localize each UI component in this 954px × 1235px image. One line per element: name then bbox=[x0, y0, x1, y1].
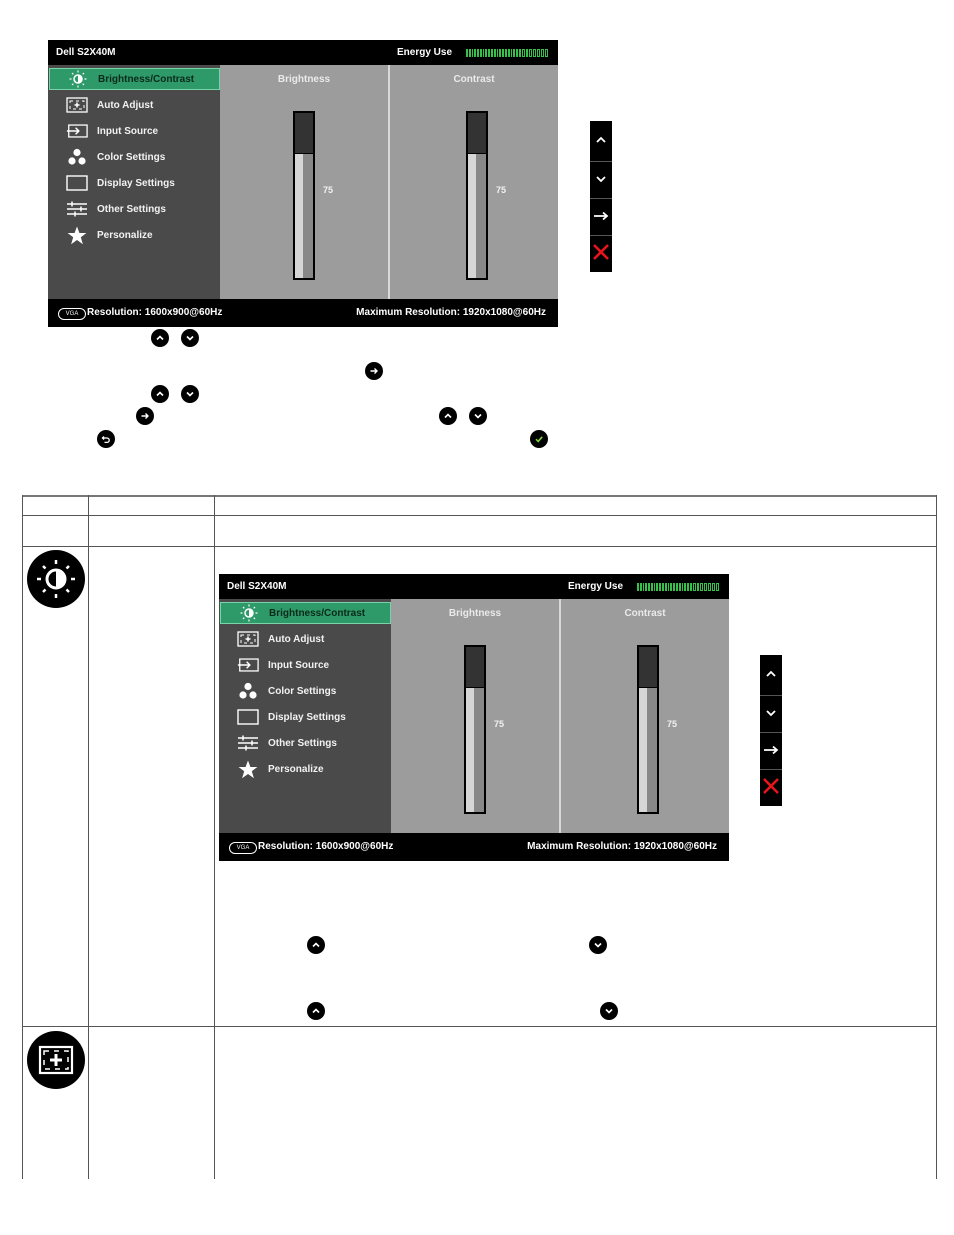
menu-item-label: Input Source bbox=[268, 659, 330, 671]
energy-bar bbox=[679, 583, 681, 591]
input-source-icon bbox=[237, 656, 259, 674]
energy-bar bbox=[537, 49, 540, 57]
table-rule bbox=[22, 515, 937, 516]
energy-bar bbox=[651, 583, 653, 591]
menu-item-input-source[interactable] bbox=[220, 654, 389, 676]
table-column-divider bbox=[214, 495, 215, 1179]
down-button[interactable] bbox=[600, 1002, 618, 1020]
maximum-resolution: Maximum Resolution: 1920x1080@60Hz bbox=[527, 841, 717, 852]
menu-item-label: Other Settings bbox=[268, 737, 337, 749]
energy-bar bbox=[508, 49, 510, 57]
monitor-model: Dell S2X40M bbox=[227, 581, 287, 592]
up-button[interactable] bbox=[307, 1002, 325, 1020]
energy-bar bbox=[637, 583, 639, 591]
menu-item-label: Brightness/Contrast bbox=[98, 73, 195, 85]
osd-title-bar bbox=[48, 40, 558, 65]
osd-status-bar bbox=[219, 833, 729, 861]
energy-bar bbox=[704, 583, 707, 591]
energy-bar bbox=[643, 583, 645, 591]
osd-title-bar bbox=[219, 574, 729, 599]
menu-item-auto-adjust[interactable] bbox=[49, 94, 218, 116]
energy-bar bbox=[693, 583, 696, 591]
energy-bar bbox=[469, 49, 471, 57]
menu-item-display-settings[interactable] bbox=[220, 706, 389, 728]
menu-item-label: Auto Adjust bbox=[268, 633, 325, 645]
brightness-slider[interactable] bbox=[464, 645, 486, 814]
brightness-value: 75 bbox=[323, 185, 334, 195]
down-button[interactable] bbox=[181, 329, 199, 347]
energy-bar bbox=[485, 49, 487, 57]
energy-bar bbox=[682, 583, 684, 591]
energy-bar bbox=[519, 49, 521, 57]
slider-empty bbox=[468, 113, 486, 153]
energy-bar bbox=[690, 583, 692, 591]
energy-bar bbox=[670, 583, 672, 591]
energy-bar bbox=[522, 49, 525, 57]
menu-item-auto-adjust[interactable] bbox=[220, 628, 389, 650]
table-rule bbox=[22, 1026, 937, 1027]
contrast-value: 75 bbox=[667, 719, 678, 729]
energy-bar bbox=[665, 583, 667, 591]
energy-bar bbox=[497, 49, 499, 57]
osd-main-menu bbox=[219, 599, 391, 833]
current-resolution: Resolution: 1600x900@60Hz bbox=[87, 307, 223, 318]
up-button[interactable] bbox=[151, 329, 169, 347]
right-button[interactable] bbox=[136, 407, 154, 425]
color-settings-icon bbox=[237, 682, 259, 700]
maximum-resolution: Maximum Resolution: 1920x1080@60Hz bbox=[356, 307, 546, 318]
energy-bar bbox=[668, 583, 670, 591]
auto-adjust-icon bbox=[27, 1031, 85, 1089]
energy-bar bbox=[684, 583, 686, 591]
energy-bar bbox=[502, 49, 504, 57]
close-icon bbox=[762, 777, 780, 800]
contrast-slider[interactable] bbox=[637, 645, 659, 814]
slider-empty bbox=[639, 647, 657, 687]
down-arrow-icon bbox=[595, 171, 607, 189]
energy-bar bbox=[483, 49, 485, 57]
energy-bar bbox=[716, 583, 719, 591]
monitor-model: Dell S2X40M bbox=[56, 47, 116, 58]
right-arrow-button[interactable] bbox=[760, 732, 782, 769]
close-button[interactable] bbox=[590, 235, 612, 272]
star-icon bbox=[237, 760, 259, 778]
contrast-pane bbox=[390, 65, 558, 299]
menu-item-label: Display Settings bbox=[268, 711, 346, 723]
up-arrow-icon bbox=[765, 666, 777, 684]
vga-icon: VGA bbox=[229, 842, 257, 854]
table-rule bbox=[22, 546, 937, 547]
right-button[interactable] bbox=[365, 362, 383, 380]
brightness-slider[interactable] bbox=[293, 111, 315, 280]
menu-item-brightness[interactable] bbox=[220, 602, 391, 624]
energy-bar bbox=[697, 583, 700, 591]
brightness-icon bbox=[238, 604, 260, 622]
energy-bar bbox=[654, 583, 656, 591]
menu-item-label: Auto Adjust bbox=[97, 99, 154, 111]
brightness-contrast-icon bbox=[27, 550, 85, 608]
slider-fill bbox=[639, 688, 657, 812]
energy-use-meter bbox=[466, 49, 548, 57]
current-resolution: Resolution: 1600x900@60Hz bbox=[258, 841, 394, 852]
table-border-left bbox=[22, 495, 23, 1179]
up-button[interactable] bbox=[151, 385, 169, 403]
brightness-pane bbox=[220, 65, 388, 299]
down-arrow-button[interactable] bbox=[590, 161, 612, 198]
color-settings-icon bbox=[66, 148, 88, 166]
up-button[interactable] bbox=[439, 407, 457, 425]
energy-bar bbox=[545, 49, 548, 57]
contrast-value: 75 bbox=[496, 185, 507, 195]
energy-bar bbox=[541, 49, 544, 57]
down-button[interactable] bbox=[589, 936, 607, 954]
energy-bar bbox=[488, 49, 490, 57]
energy-bar bbox=[516, 49, 518, 57]
osd-main-menu bbox=[48, 65, 220, 299]
down-arrow-button[interactable] bbox=[760, 695, 782, 732]
menu-item-label: Input Source bbox=[97, 125, 159, 137]
up-arrow-button[interactable] bbox=[760, 657, 782, 693]
contrast-title: Contrast bbox=[624, 608, 666, 619]
energy-bar bbox=[708, 583, 711, 591]
energy-bar bbox=[499, 49, 501, 57]
energy-bar bbox=[533, 49, 536, 57]
energy-bar bbox=[480, 49, 482, 57]
energy-use-meter bbox=[637, 583, 719, 591]
menu-item-other-settings[interactable] bbox=[220, 732, 389, 754]
contrast-title: Contrast bbox=[453, 74, 495, 85]
energy-bar bbox=[477, 49, 479, 57]
right-arrow-button[interactable] bbox=[590, 198, 612, 235]
menu-item-label: Display Settings bbox=[97, 177, 175, 189]
menu-item-label: Color Settings bbox=[97, 151, 166, 163]
star-icon bbox=[66, 226, 88, 244]
osd-button-strip bbox=[760, 655, 782, 806]
energy-bar bbox=[513, 49, 515, 57]
up-arrow-button[interactable] bbox=[590, 123, 612, 159]
up-button[interactable] bbox=[307, 936, 325, 954]
menu-item-label: Color Settings bbox=[268, 685, 337, 697]
energy-use-label: Energy Use bbox=[397, 47, 453, 58]
menu-item-label: Brightness/Contrast bbox=[269, 607, 366, 619]
menu-item-label: Personalize bbox=[97, 229, 153, 241]
slider-empty bbox=[295, 113, 313, 153]
table-column-divider bbox=[88, 495, 89, 1179]
brightness-pane bbox=[391, 599, 559, 833]
menu-item-display-settings[interactable] bbox=[49, 172, 218, 194]
slider-empty bbox=[466, 647, 484, 687]
right-arrow-icon bbox=[593, 208, 609, 226]
menu-item-label: Other Settings bbox=[97, 203, 166, 215]
menu-item-color-settings[interactable] bbox=[49, 146, 218, 168]
contrast-pane bbox=[561, 599, 729, 833]
close-icon bbox=[592, 243, 610, 266]
table-border-right bbox=[936, 495, 937, 1179]
slider-fill bbox=[468, 154, 486, 278]
brightness-title: Brightness bbox=[277, 74, 331, 85]
energy-bar bbox=[676, 583, 678, 591]
energy-bar bbox=[700, 583, 703, 591]
energy-bar bbox=[687, 583, 689, 591]
energy-bar bbox=[511, 49, 513, 57]
energy-bar bbox=[673, 583, 675, 591]
menu-item-label: Personalize bbox=[268, 763, 324, 775]
energy-bar bbox=[466, 49, 468, 57]
osd-menu bbox=[48, 40, 558, 327]
other-settings-icon bbox=[66, 200, 88, 218]
back-button[interactable] bbox=[97, 430, 115, 448]
auto-adjust-icon bbox=[66, 96, 88, 114]
down-button[interactable] bbox=[469, 407, 487, 425]
vga-icon: VGA bbox=[58, 308, 86, 320]
menu-item-other-settings[interactable] bbox=[49, 198, 218, 220]
slider-fill bbox=[466, 688, 484, 812]
energy-bar bbox=[494, 49, 496, 57]
energy-bar bbox=[712, 583, 715, 591]
energy-bar bbox=[645, 583, 647, 591]
auto-adjust-icon bbox=[237, 630, 259, 648]
energy-bar bbox=[640, 583, 642, 591]
right-arrow-icon bbox=[763, 742, 779, 760]
slider-fill bbox=[295, 154, 313, 278]
osd-status-bar bbox=[48, 299, 558, 327]
menu-item-color-settings[interactable] bbox=[220, 680, 389, 702]
energy-bar bbox=[491, 49, 493, 57]
contrast-slider[interactable] bbox=[466, 111, 488, 280]
down-arrow-icon bbox=[765, 705, 777, 723]
other-settings-icon bbox=[237, 734, 259, 752]
energy-bar bbox=[662, 583, 664, 591]
brightness-icon bbox=[67, 70, 89, 88]
osd-button-strip bbox=[590, 121, 612, 272]
energy-bar bbox=[659, 583, 661, 591]
display-settings-icon bbox=[66, 174, 88, 192]
energy-bar bbox=[472, 49, 474, 57]
up-arrow-icon bbox=[595, 132, 607, 150]
close-button[interactable] bbox=[760, 769, 782, 806]
energy-use-label: Energy Use bbox=[568, 581, 624, 592]
display-settings-icon bbox=[237, 708, 259, 726]
brightness-value: 75 bbox=[494, 719, 505, 729]
energy-bar bbox=[526, 49, 529, 57]
osd-menu bbox=[219, 574, 729, 861]
menu-item-star[interactable] bbox=[220, 758, 389, 780]
energy-bar bbox=[529, 49, 532, 57]
menu-item-input-source[interactable] bbox=[49, 120, 218, 142]
energy-bar bbox=[505, 49, 507, 57]
menu-item-star[interactable] bbox=[49, 224, 218, 246]
energy-bar bbox=[656, 583, 658, 591]
energy-bar bbox=[474, 49, 476, 57]
input-source-icon bbox=[66, 122, 88, 140]
menu-item-brightness[interactable] bbox=[49, 68, 220, 90]
down-button[interactable] bbox=[181, 385, 199, 403]
brightness-title: Brightness bbox=[448, 608, 502, 619]
table-border-top bbox=[22, 495, 937, 497]
energy-bar bbox=[648, 583, 650, 591]
check-button[interactable] bbox=[530, 430, 548, 448]
